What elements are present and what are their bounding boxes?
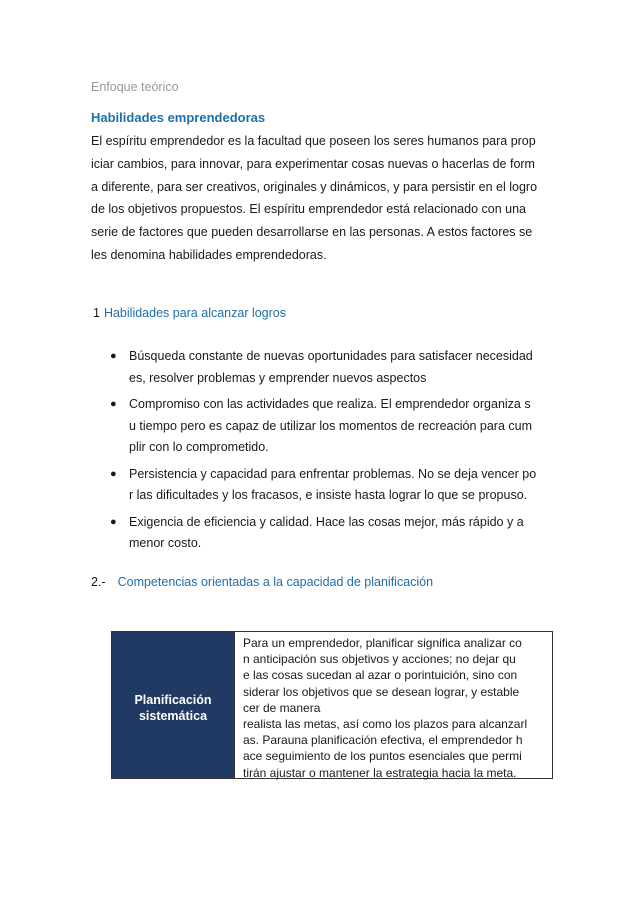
list-item (110, 464, 550, 507)
section-subtitle: Enfoque teórico (91, 80, 179, 94)
list-item-line: r las dificultades y los fracasos, e insiste hasta lograr lo que se propuso. (129, 488, 528, 502)
list-item-line: menor costo. (129, 536, 202, 550)
intro-line: El espíritu emprendedor es la facultad que poseen los seres humanos para prop (91, 134, 536, 148)
section-2-number: 2.- (91, 575, 106, 589)
section-1-title: Habilidades para alcanzar logros (103, 306, 287, 320)
intro-line: les denomina habilidades emprendedoras. (91, 247, 327, 262)
intro-line: a diferente, para ser creativos, originales y dinámicos, y para persistir en el logro (91, 179, 538, 194)
intro-line: iciar cambios, para innovar, para experimentar cosas nuevas o hacerlas de form (91, 156, 535, 171)
section-1-heading (93, 306, 286, 320)
list-item-line: u tiempo pero es capaz de utilizar los momentos de recreación para cum (129, 418, 532, 433)
table-text-line: Para un emprendedor, planificar significa analizar co (243, 636, 522, 650)
list-item-line: es, resolver problemas y emprender nuevos aspectos (129, 370, 427, 385)
table-text-line: as. Parauna planificación efectiva, el emprendedor h (243, 733, 523, 748)
intro-line: de los objetivos propuestos. El espíritu emprendedor está relacionado con una (91, 202, 526, 217)
bullet-dot-icon: ● (110, 515, 117, 528)
table-text-line: ace seguimiento de los puntos esenciales que permi (243, 749, 522, 764)
list-item (110, 346, 550, 389)
table-text-line: cer de manera (243, 700, 321, 715)
bullet-dot-icon: ● (110, 350, 117, 362)
bullet-dot-icon: ● (110, 467, 117, 480)
list-item (110, 512, 550, 555)
table-text-line: e las cosas sucedan al azar o porintuición, sino con (243, 668, 518, 683)
list-item-line: Compromiso con las actividades que realiza. El emprendedor organiza s (129, 397, 531, 411)
list-item-line: Exigencia de eficiencia y calidad. Hace las cosas mejor, más rápido y a (129, 514, 524, 529)
page-heading: Habilidades emprendedoras (91, 110, 266, 125)
table-header-line: sistemática (138, 709, 208, 723)
table-header-cell (112, 632, 235, 778)
bullet-dot-icon: ● (110, 398, 117, 410)
section-2-heading (91, 575, 433, 589)
table-description-cell (235, 632, 552, 778)
planning-table (111, 631, 553, 779)
intro-line: serie de factores que pueden desarrollarse en las personas. A estos factores se (91, 225, 533, 240)
table-text-line: realista las metas, así como los plazos para alcanzarl (243, 717, 528, 732)
section-2-title: Competencias orientadas a la capacidad de planificación (117, 575, 434, 589)
table-text-line: n anticipación sus objetivos y acciones; no dejar qu (243, 652, 516, 667)
table-text-line: siderar los objetivos que se desean lograr, y estable (243, 684, 520, 699)
intro-paragraph (91, 130, 551, 267)
list-item-line: Persistencia y capacidad para enfrentar problemas. No se deja vencer po (129, 466, 537, 481)
list-item-line: plir con lo comprometido. (129, 440, 269, 454)
table-header-line: Planificación (134, 693, 212, 707)
list-item-line: Búsqueda constante de nuevas oportunidades para satisfacer necesidad (129, 349, 533, 363)
bullet-list (110, 346, 550, 560)
table-text-line: tirán ajustar o mantener la estrategia hacia la meta. (243, 765, 517, 780)
list-item (110, 394, 550, 459)
section-1-number: 1 (93, 306, 100, 320)
